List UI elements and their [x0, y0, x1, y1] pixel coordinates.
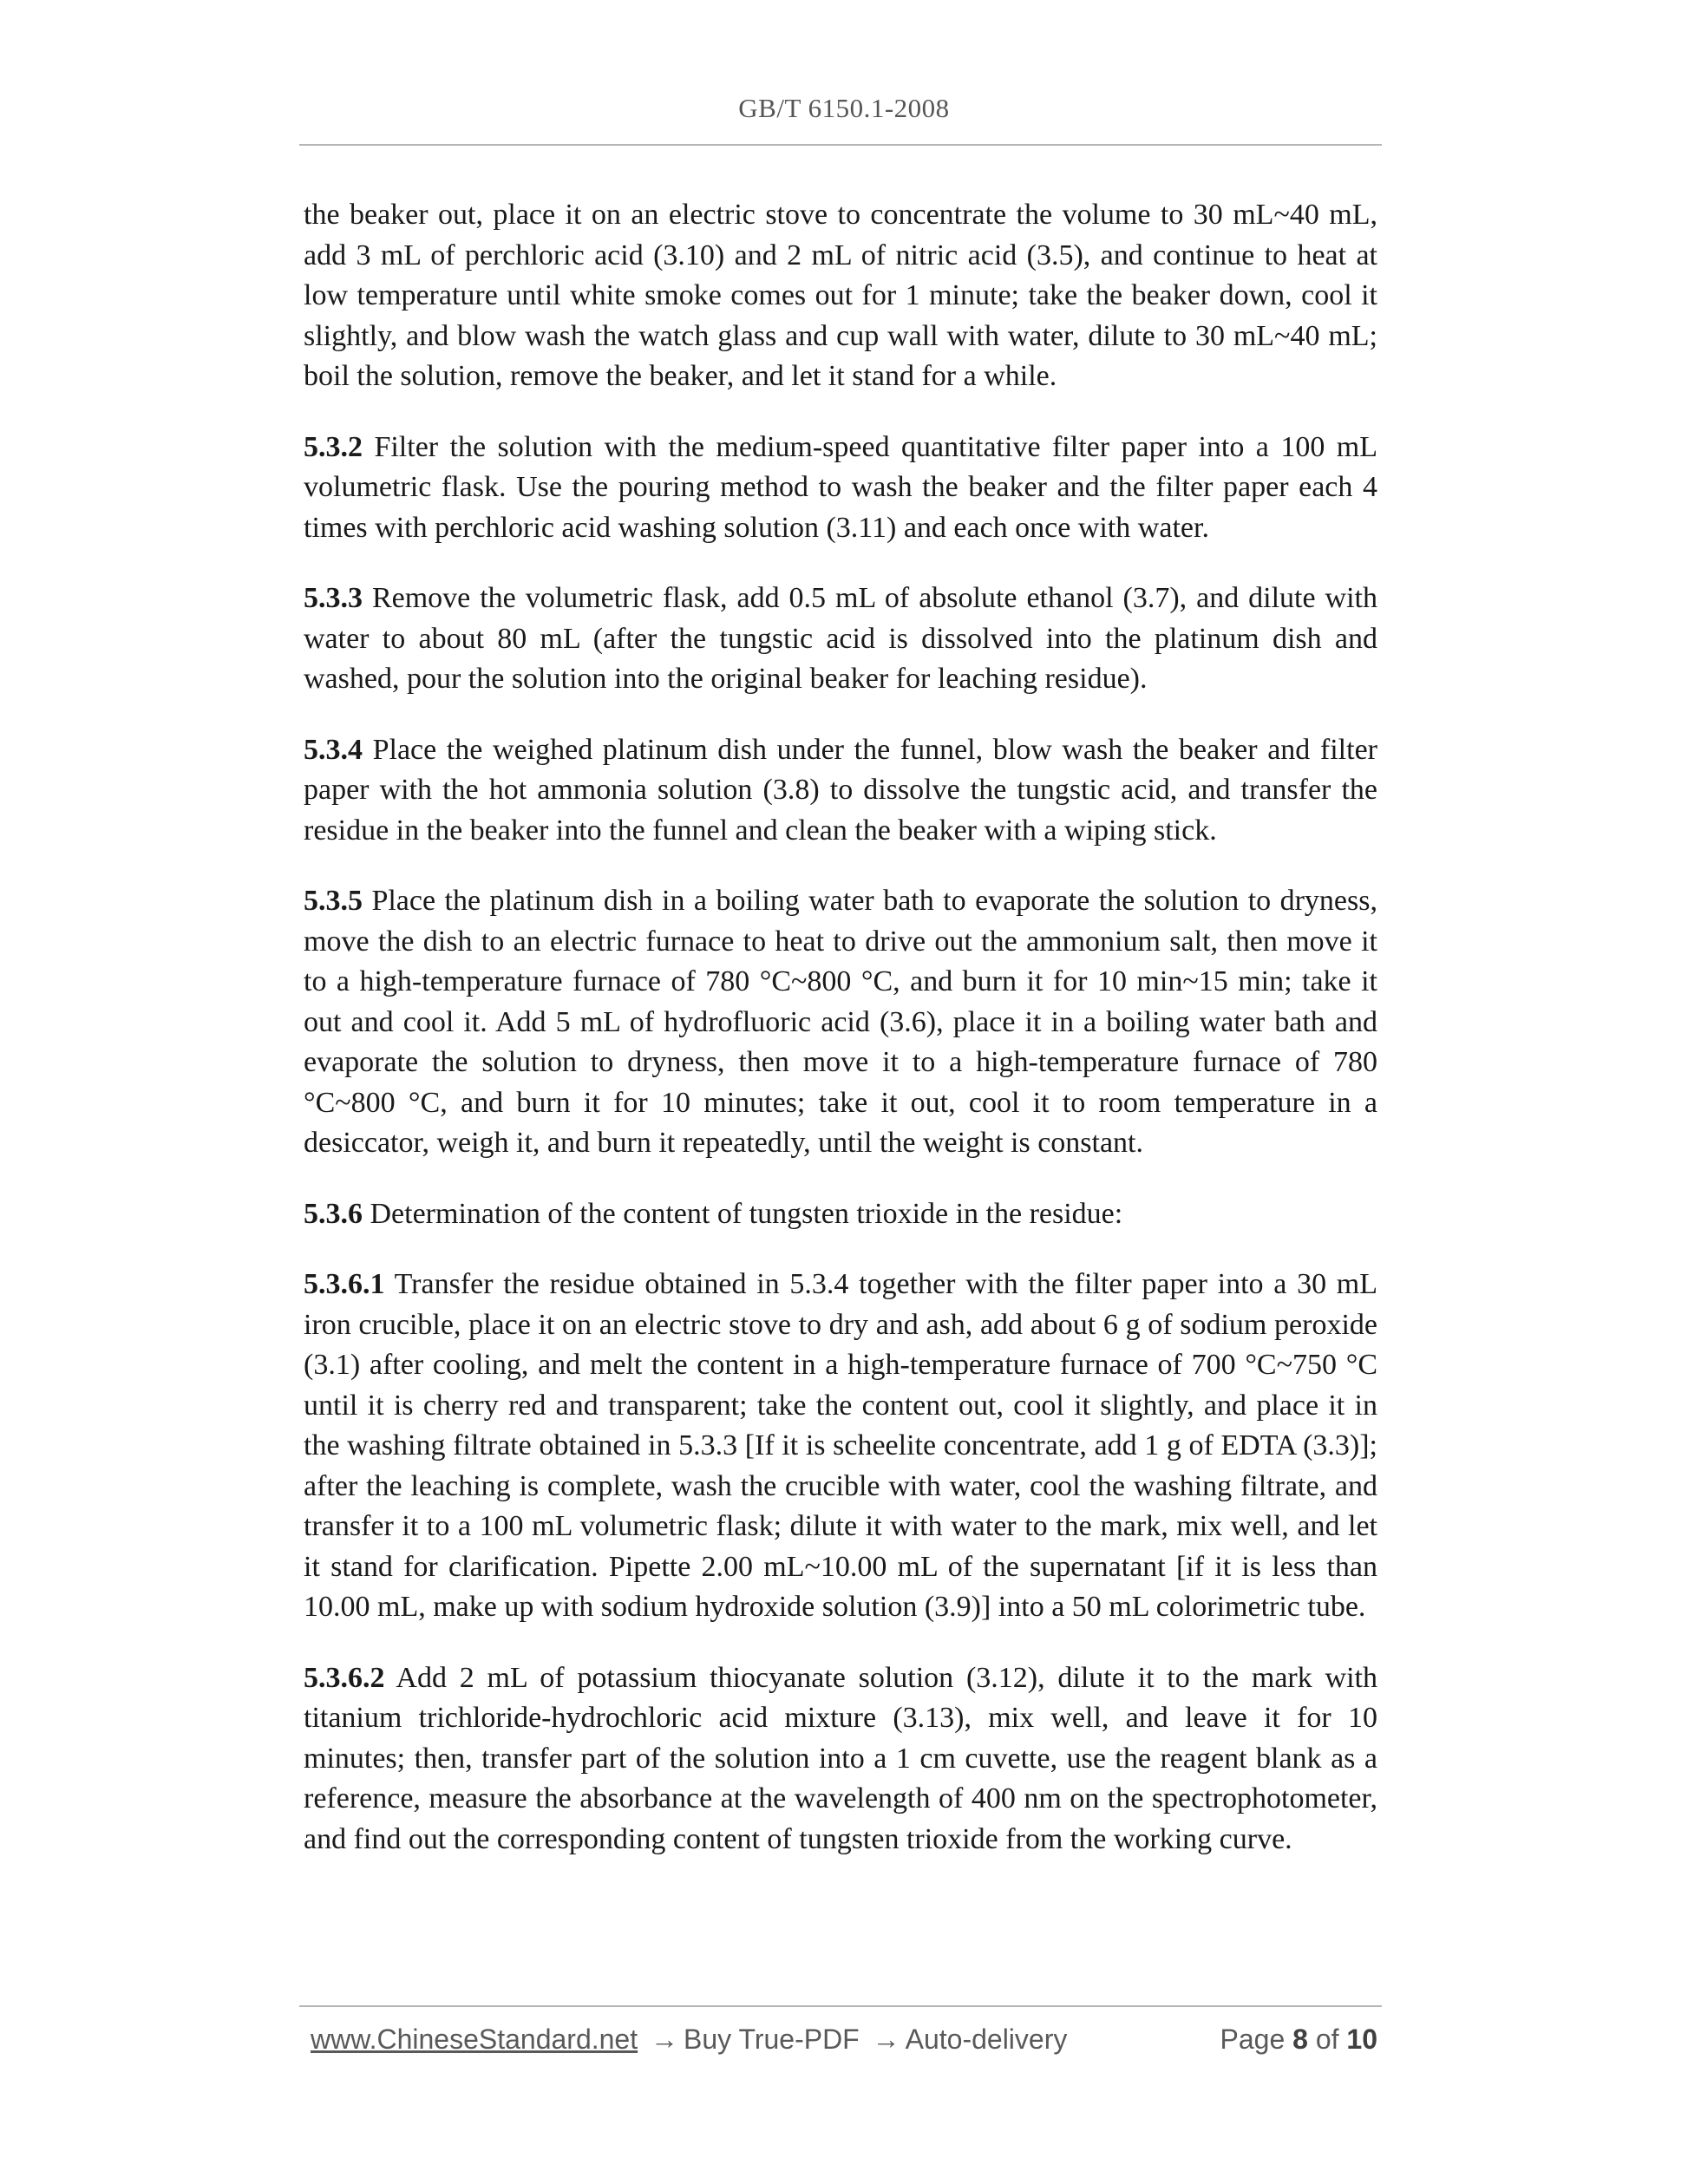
- arrow-right-icon: →: [872, 2024, 900, 2055]
- page-label: Page: [1220, 2024, 1286, 2055]
- paragraph-5-3-5: [304, 881, 1377, 1164]
- footer-links: [311, 2024, 1067, 2056]
- paragraph-text: Remove the volumetric flask, add 0.5 mL of absolute ethanol (3.7), and dilute with water to about 80 mL (after the tungstic acid is dissolved into the platinum dish and washed, pour the solution into the original beaker for leaching residue).: [304, 582, 1377, 695]
- paragraph-text: Place the platinum dish in a boiling water bath to evaporate the solution to dryness, move the dish to an electric furnace to heat to drive out the ammonium salt, then move it to a high-temperature furnace of 780 °C~800 °C, and burn it for 10 min~15 min; take it out and cool it. Add 5 mL of hydrofluoric acid (3.6), place it in a boiling water bath and evaporate the solution to dryness, then move it to a high-temperature furnace of 780 °C~800 °C, and burn it for 10 minutes; take it out, cool it to room temperature in a desiccator, weigh it, and burn it repeatedly, until the weight is constant.: [304, 885, 1377, 1159]
- paragraph-5-3-3: [304, 579, 1377, 700]
- page-header-title: GB/T 6150.1-2008: [738, 93, 950, 123]
- paragraph-5-3-6: [304, 1194, 1377, 1235]
- of-label: of: [1315, 2024, 1339, 2055]
- header-divider: [299, 144, 1382, 146]
- paragraph-continued: [304, 195, 1377, 397]
- page-indicator: [1220, 2024, 1377, 2056]
- paragraph-5-3-6-2: [304, 1658, 1377, 1860]
- buy-pdf-text: Buy True-PDF: [684, 2024, 860, 2055]
- paragraph-text: Determination of the content of tungsten trioxide in the residue:: [363, 1197, 1123, 1230]
- clause-number: 5.3.5: [304, 885, 363, 917]
- clause-number: 5.3.6.1: [304, 1268, 385, 1300]
- clause-number: 5.3.6.2: [304, 1661, 385, 1694]
- footer-divider: [299, 2005, 1382, 2007]
- document-body: [304, 195, 1377, 1890]
- paragraph-5-3-2: [304, 428, 1377, 549]
- auto-delivery-text: Auto-delivery: [905, 2024, 1068, 2055]
- site-link[interactable]: www.ChineseStandard.net: [311, 2024, 638, 2055]
- clause-number: 5.3.4: [304, 733, 363, 766]
- page-footer: [311, 2024, 1377, 2062]
- paragraph-text: Place the weighed platinum dish under the funnel, blow wash the beaker and filter paper with the hot ammonia solution (3.8) to dissolve the tungstic acid, and transfer the residue in the beaker into the funnel and clean the beaker with a wiping stick.: [304, 733, 1377, 847]
- paragraph-5-3-6-1: [304, 1265, 1377, 1628]
- clause-number: 5.3.6: [304, 1197, 363, 1230]
- paragraph-text: Filter the solution with the medium-speed quantitative filter paper into a 100 mL volumetric flask. Use the pouring method to wash the beaker and the filter paper each 4 times with perchloric acid washing solution (3.11) and each once with water.: [304, 430, 1377, 544]
- arrow-right-icon: →: [651, 2024, 678, 2055]
- paragraph-text: Add 2 mL of potassium thiocyanate solution (3.12), dilute it to the mark with titanium trichloride-hydrochloric acid mixture (3.13), mix well, and leave it for 10 minutes; then, transfer part of the solution into a 1 cm cuvette, use the reagent blank as a reference, measure the absorbance at the wavelength of 400 nm on the spectrophotometer, and find out the corresponding content of tungsten trioxide from the working curve.: [304, 1661, 1377, 1855]
- clause-number: 5.3.3: [304, 582, 363, 614]
- page-number: 8: [1292, 2024, 1308, 2055]
- clause-number: 5.3.2: [304, 430, 363, 463]
- paragraph-5-3-4: [304, 730, 1377, 852]
- paragraph-text: the beaker out, place it on an electric stove to concentrate the volume to 30 mL~40 mL, add 3 mL of perchloric acid (3.10) and 2 mL of nitric acid (3.5), and continue to heat at low temperature until white smoke comes out for 1 minute; take the beaker down, cool it slightly, and blow wash the watch glass and cup wall with water, dilute to 30 mL~40 mL; boil the solution, remove the beaker, and let it stand for a while.: [304, 199, 1377, 392]
- page-total: 10: [1346, 2024, 1377, 2055]
- paragraph-text: Transfer the residue obtained in 5.3.4 together with the filter paper into a 30 mL iron crucible, place it on an electric stove to dry and ash, add about 6 g of sodium peroxide (3.1) after cooling, and melt the content in a high-temperature furnace of 700 °C~750 °C until it is cherry red and transparent; take the content out, cool it slightly, and place it in the washing filtrate obtained in 5.3.3 [If it is scheelite concentrate, add 1 g of EDTA (3.3)]; after the leaching is complete, wash the crucible with water, cool the washing filtrate, and transfer it to a 100 mL volumetric flask; dilute it with water to the mark, mix well, and let it stand for clarification. Pipette 2.00 mL~10.00 mL of the supernatant [if it is less than 10.00 mL, make up with sodium hydroxide solution (3.9)] into a 50 mL colorimetric tube.: [304, 1268, 1377, 1623]
